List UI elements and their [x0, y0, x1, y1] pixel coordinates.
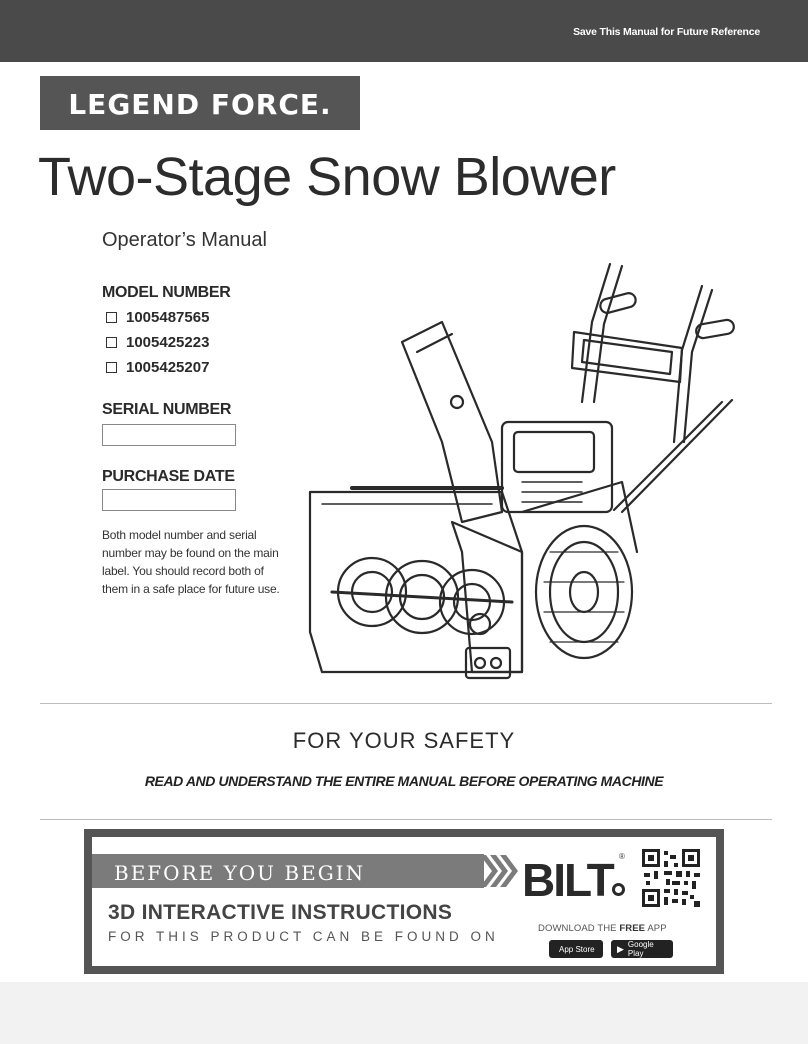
model-number-heading: MODEL NUMBER [102, 284, 231, 301]
instructions-subline: FOR THIS PRODUCT CAN BE FOUND ON [108, 929, 499, 944]
document-title: Two-Stage Snow Blower [38, 147, 616, 207]
serial-number-field[interactable] [102, 424, 236, 446]
purchase-date-field[interactable] [102, 489, 236, 511]
download-suffix: APP [645, 923, 667, 934]
serial-number-heading: SERIAL NUMBER [102, 401, 232, 418]
document-subtitle: Operator’s Manual [102, 229, 267, 251]
model-option[interactable] [106, 330, 209, 355]
before-you-begin-bar [92, 854, 484, 888]
download-free: FREE [619, 923, 646, 934]
model-number-label: 1005487565 [126, 309, 210, 326]
safety-heading: FOR YOUR SAFETY [292, 728, 516, 753]
registered-mark: ® [619, 852, 625, 861]
purchase-date-heading: PURCHASE DATE [102, 468, 235, 485]
model-option[interactable] [106, 305, 209, 330]
before-you-begin-text: BEFORE YOU BEGIN [114, 861, 366, 885]
google-play-badge[interactable] [611, 940, 673, 958]
checkbox-icon[interactable] [106, 337, 117, 348]
download-app-text [538, 923, 667, 934]
model-number-label: 1005425223 [126, 334, 210, 351]
bilt-logo: BILT [522, 854, 613, 906]
label-note: Both model number and serial number may be found on the main label. You should record both of them in a safe place for future use. [102, 528, 280, 596]
top-bar [0, 0, 808, 62]
app-store-label: App Store [559, 944, 595, 954]
model-number-label: 1005425207 [126, 359, 210, 376]
download-prefix: DOWNLOAD THE [538, 923, 620, 934]
divider [40, 703, 772, 704]
app-store-badge[interactable] [549, 940, 603, 958]
page-footer [0, 982, 808, 1044]
interactive-instructions-heading: 3D INTERACTIVE INSTRUCTIONS [108, 901, 453, 924]
bilt-banner-inner [92, 837, 716, 966]
brand-logo-text: LEGEND FORCE. [68, 88, 332, 121]
brand-logo [40, 76, 360, 130]
bilt-banner[interactable] [84, 829, 724, 974]
divider [40, 819, 772, 820]
chevron-icon [478, 852, 520, 890]
reference-note: Save This Manual for Future Reference [573, 26, 760, 38]
google-play-label: Google Play [627, 940, 654, 958]
model-option[interactable] [106, 355, 209, 380]
checkbox-icon[interactable] [106, 312, 117, 323]
snow-blower-illustration [292, 252, 752, 692]
bilt-logo-dot [612, 883, 625, 896]
play-icon: ▶ [617, 943, 624, 954]
safety-instruction: READ AND UNDERSTAND THE ENTIRE MANUAL BEFORE OPERATING MACHINE [144, 773, 664, 789]
model-number-list [106, 305, 209, 380]
checkbox-icon[interactable] [106, 362, 117, 373]
qr-code-icon[interactable] [640, 847, 702, 909]
